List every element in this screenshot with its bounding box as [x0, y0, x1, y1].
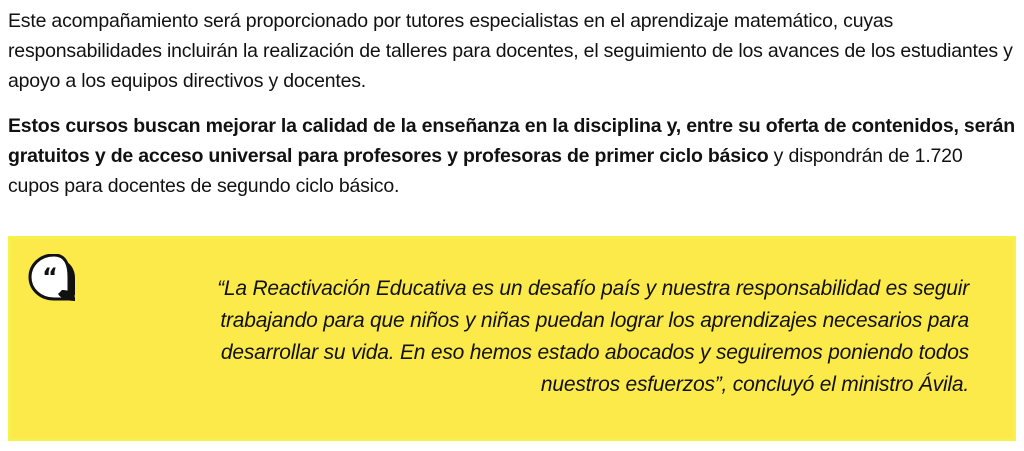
paragraph-bold-text: Estos cursos buscan mejorar la calidad de la enseñanza en la disciplina y, entre su oferta de contenidos, serán gratuitos y de acceso universal para profesores y profesoras de primer ciclo básico	[8, 115, 1015, 167]
article-paragraph-highlight	[8, 111, 1018, 201]
paragraph-text: Este acompañamiento será proporcionado por tutores especialistas en el aprendizaje matemático, cuyas responsabilidades incluirán la realización de talleres para docentes, el seguimiento de los avances de los estudiantes y apoyo a los equipos directivos y docentes.	[8, 10, 1013, 92]
paragraph-regular-text: y dispondrán de 1.720 cupos para docentes de segundo ciclo básico.	[8, 145, 963, 197]
article-body	[8, 6, 1018, 201]
svg-text:“: “	[42, 263, 58, 291]
quote-text: “La Reactivación Educativa es un desafío país y nuestra responsabilidad es seguir trabajando para que niños y niñas puedan lograr los aprendizajes necesarios para desarrollar su vida. En eso hemos estado abocados y seguiremos poniendo todos nuestros esfuerzos”, concluyó el ministro Ávila.	[217, 277, 969, 396]
blockquote	[8, 236, 1016, 441]
article-paragraph	[8, 6, 1018, 96]
quote-bubble-icon	[28, 254, 80, 304]
